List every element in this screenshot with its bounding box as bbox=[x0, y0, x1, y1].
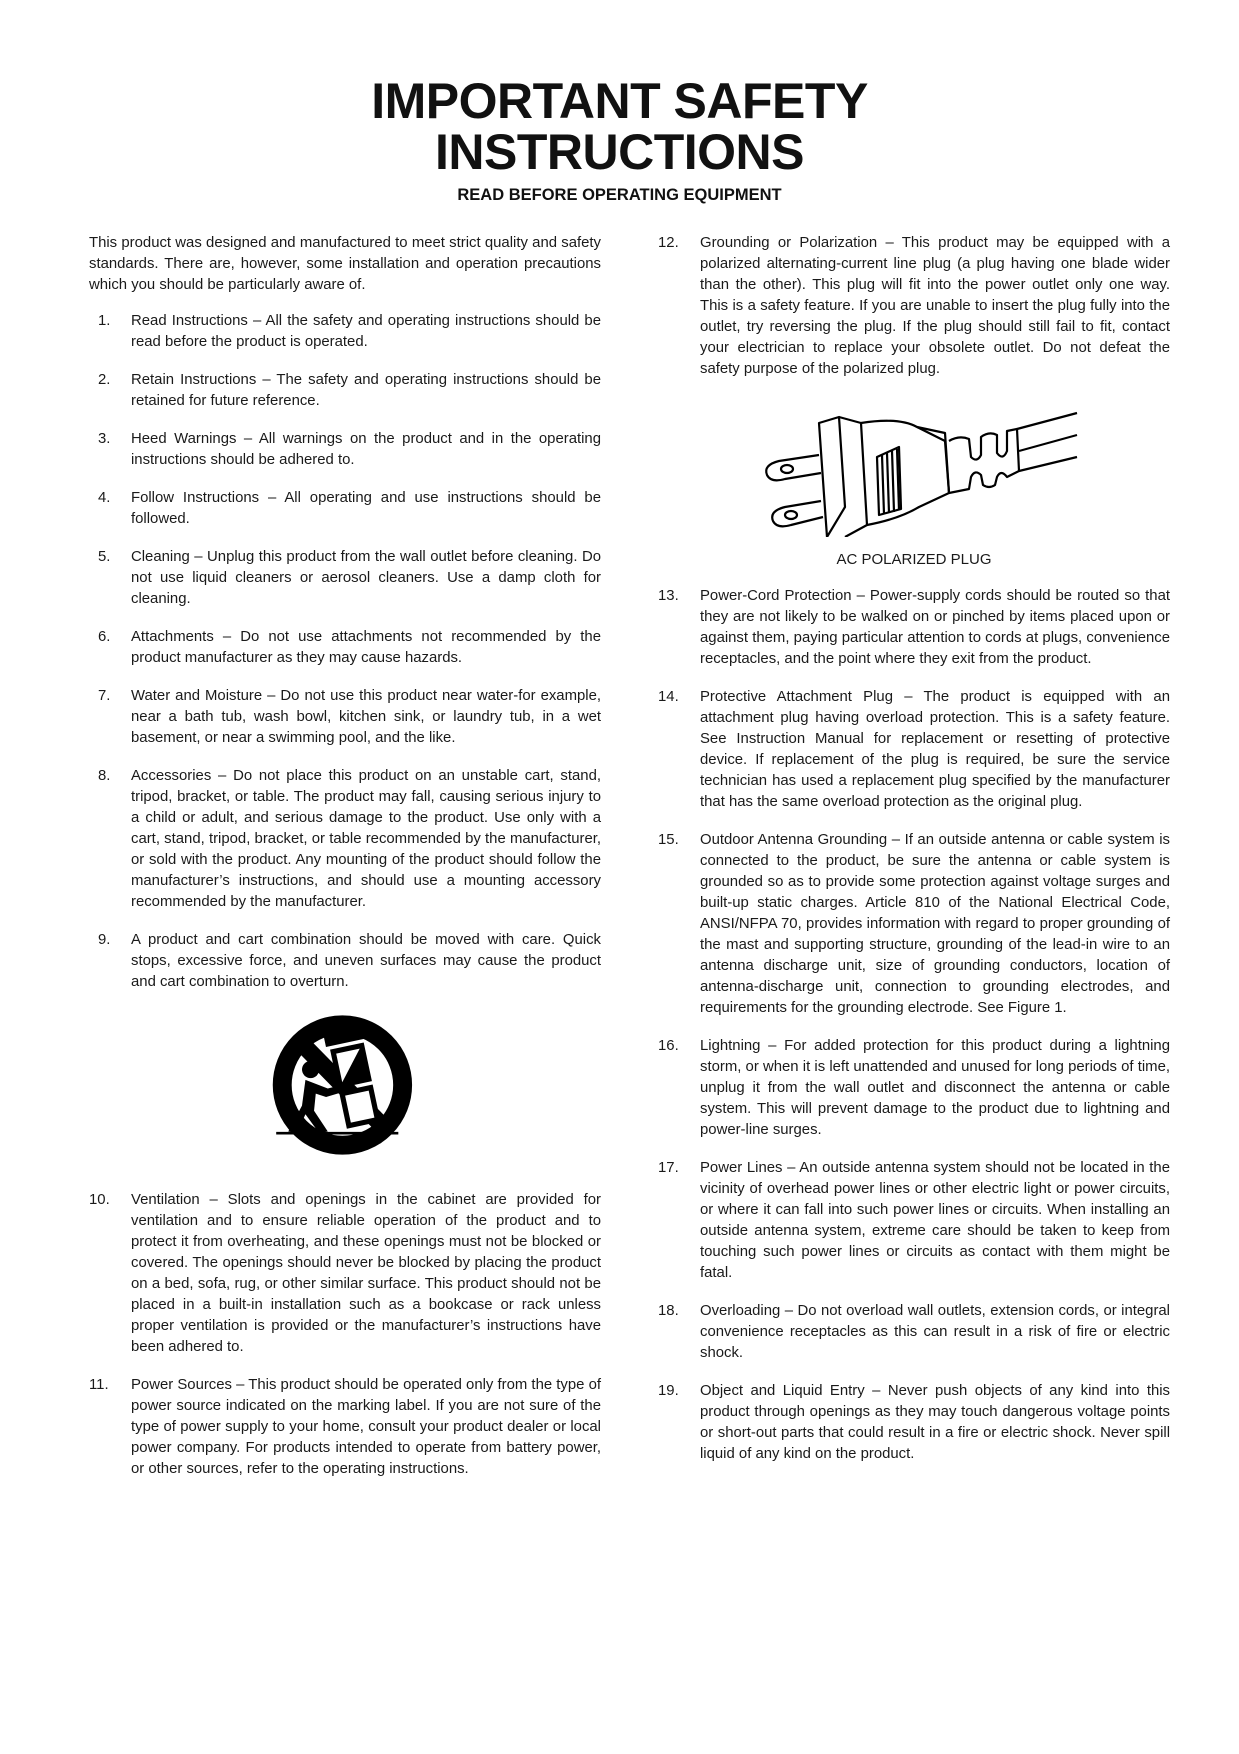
item-text: Object and Liquid Entry – Never push objects of any kind into this product through openings as they may touch dangerous voltage points or short-out parts that could result in a fire or electric shock. Never spill liquid of any kind on the product. bbox=[700, 1383, 1170, 1462]
item-text: Grounding or Polarization – This product may be equipped with a polarized alternating-current line plug (a plug having one blade wider than the other). This plug will fit into the power outlet only one way. This is a safety feature. If you are unable to insert the plug fully into the outlet, try reversing the plug. If the plug should still fail to fit, contact your electrician to replace your obsolete outlet. Do not defeat the safety purpose of the polarized plug. bbox=[700, 235, 1170, 377]
item-text: Heed Warnings – All warnings on the product and in the operating instructions should be adhered to. bbox=[131, 431, 601, 468]
list-item bbox=[89, 1375, 601, 1480]
plug-figure bbox=[658, 397, 1170, 570]
item-number: 18. bbox=[658, 1303, 679, 1319]
plug-caption: AC POLARIZED PLUG bbox=[836, 551, 992, 568]
item-text: Ventilation – Slots and openings in the cabinet are provided for ventilation and to ensure reliable operation of the product and to protect it from overheating, and these openings must not be blocked or covered. The openings should never be blocked by placing the product on a bed, sofa, rug, or other similar surface. This product should not be placed in a built-in installation such as a bookcase or rack unless proper ventilation is provided or the manufacturer’s instructions have been adhered to. bbox=[131, 1192, 601, 1355]
item-text: Accessories – Do not place this product on an unstable cart, stand, tripod, bracket, or table. The product may fall, causing serious injury to a child or adult, and serious damage to the product. Use only with a cart, stand, tripod, bracket, or table recommended by the manufacturer, or sold with the product. Any mounting of the product should follow the manufacturer’s instructions, and should use a mounting accessory recommended by the manufacturer. bbox=[131, 768, 601, 910]
item-text: Retain Instructions – The safety and operating instructions should be retained for future reference. bbox=[131, 372, 601, 409]
item-text: Outdoor Antenna Grounding – If an outside antenna or cable system is connected to the product, be sure the antenna or cable system is grounded so as to provide some protection against voltage surges and built-up static charges. Article 810 of the National Electrical Code, ANSI/NFPA 70, provides information with regard to proper grounding of the mast and supporting structure, grounding of the lead-in wire to an antenna discharge unit, size of grounding conductors, location of antenna-discharge unit, connection to grounding electrodes, and requirements for the grounding electrode. See Figure 1. bbox=[700, 832, 1170, 1016]
item-text: Attachments – Do not use attachments not recommended by the product manufacturer as they may cause hazards. bbox=[131, 629, 601, 666]
item-number: 12. bbox=[658, 235, 679, 251]
item-number: 19. bbox=[658, 1383, 679, 1399]
list-item bbox=[89, 766, 601, 913]
item-number: 5. bbox=[98, 549, 111, 565]
item-number: 8. bbox=[98, 768, 111, 784]
item-text: Lightning – For added protection for this product during a lightning storm, or when it is left unattended and unused for long periods of time, unplug it from the wall outlet and disconnect the antenna or cable system. This will prevent damage to the product due to lightning and power-line surges. bbox=[700, 1038, 1170, 1138]
page-title-line-2: INSTRUCTIONS bbox=[435, 124, 804, 180]
list-item bbox=[658, 687, 1170, 813]
item-text: Read Instructions – All the safety and operating instructions should be read before the product is operated. bbox=[131, 313, 601, 350]
cart-tip-over-warning-icon bbox=[259, 1010, 431, 1160]
ac-polarized-plug-illustration bbox=[749, 397, 1079, 537]
list-item bbox=[658, 1158, 1170, 1284]
item-number: 11. bbox=[89, 1377, 109, 1393]
item-number: 1. bbox=[98, 313, 111, 329]
list-item bbox=[658, 233, 1170, 380]
item-text: Power Sources – This product should be operated only from the type of power source indicated on the marking label. If you are not sure of the type of power supply to your home, consult your product dealer or local power company. For products intended to operate from battery power, or other sources, refer to the operating instructions. bbox=[131, 1377, 601, 1477]
item-text: Power-Cord Protection – Power-supply cords should be routed so that they are not likely to be walked on or pinched by items placed upon or against them, paying particular attention to cords at plugs, convenience receptacles, and the point where they exit from the product. bbox=[700, 588, 1170, 667]
list-item bbox=[658, 1036, 1170, 1141]
item-text: A product and cart combination should be moved with care. Quick stops, excessive force, and uneven surfaces may cause the product and cart combination to overturn. bbox=[131, 932, 601, 990]
item-number: 7. bbox=[98, 688, 111, 704]
item-text: Overloading – Do not overload wall outlets, extension cords, or integral convenience receptacles as this can result in a risk of fire or electric shock. bbox=[700, 1303, 1170, 1361]
item-number: 15. bbox=[658, 832, 679, 848]
item-text: Protective Attachment Plug – The product is equipped with an attachment plug having overload protection. This is a safety feature. See Instruction Manual for replacement or resetting of protective device. If replacement of the plug is required, be sure the service technician has used a replacement plug specified by the manufacturer that has the same overload protection as the original plug. bbox=[700, 689, 1170, 810]
list-item bbox=[658, 830, 1170, 1019]
item-text: Power Lines – An outside antenna system should not be located in the vicinity of overhead power lines or other electric light or power circuits, or where it can fall into such power lines or circuits. When installing an outside antenna system, extreme care should be taken to keep from touching such power lines or circuits as contact with them might be fatal. bbox=[700, 1160, 1170, 1281]
item-number: 3. bbox=[98, 431, 111, 447]
item-number: 14. bbox=[658, 689, 679, 705]
list-item bbox=[89, 627, 601, 669]
list-item bbox=[89, 429, 601, 471]
list-item bbox=[89, 686, 601, 749]
list-item bbox=[89, 547, 601, 610]
left-column bbox=[89, 233, 601, 1497]
item-number: 16. bbox=[658, 1038, 679, 1054]
intro-paragraph: This product was designed and manufactured to meet strict quality and safety standards. There are, however, some installation and operation precautions which you should be particularly aware of. bbox=[89, 235, 601, 293]
item-number: 9. bbox=[98, 932, 111, 948]
list-item bbox=[89, 488, 601, 530]
item-number: 2. bbox=[98, 372, 111, 388]
list-item bbox=[658, 1381, 1170, 1465]
item-number: 10. bbox=[89, 1192, 110, 1208]
right-column bbox=[658, 233, 1170, 1482]
list-item bbox=[658, 586, 1170, 670]
item-text: Cleaning – Unplug this product from the wall outlet before cleaning. Do not use liquid cleaners or aerosol cleaners. Use a damp cloth for cleaning. bbox=[131, 549, 601, 607]
list-item bbox=[89, 930, 601, 993]
list-item bbox=[89, 311, 601, 353]
list-item bbox=[89, 370, 601, 412]
page-subtitle: READ BEFORE OPERATING EQUIPMENT bbox=[457, 186, 782, 204]
item-number: 13. bbox=[658, 588, 679, 604]
list-item bbox=[89, 1190, 601, 1358]
item-text: Water and Moisture – Do not use this product near water-for example, near a bath tub, wash bowl, kitchen sink, or laundry tub, in a wet basement, or near a swimming pool, and the like. bbox=[131, 688, 601, 746]
page-title-line-1: IMPORTANT SAFETY bbox=[371, 73, 868, 129]
item-number: 4. bbox=[98, 490, 111, 506]
cart-warning-figure bbox=[89, 1010, 601, 1160]
item-number: 17. bbox=[658, 1160, 679, 1176]
item-number: 6. bbox=[98, 629, 111, 645]
item-text: Follow Instructions – All operating and use instructions should be followed. bbox=[131, 490, 601, 527]
page-title bbox=[0, 73, 1239, 180]
list-item bbox=[658, 1301, 1170, 1364]
